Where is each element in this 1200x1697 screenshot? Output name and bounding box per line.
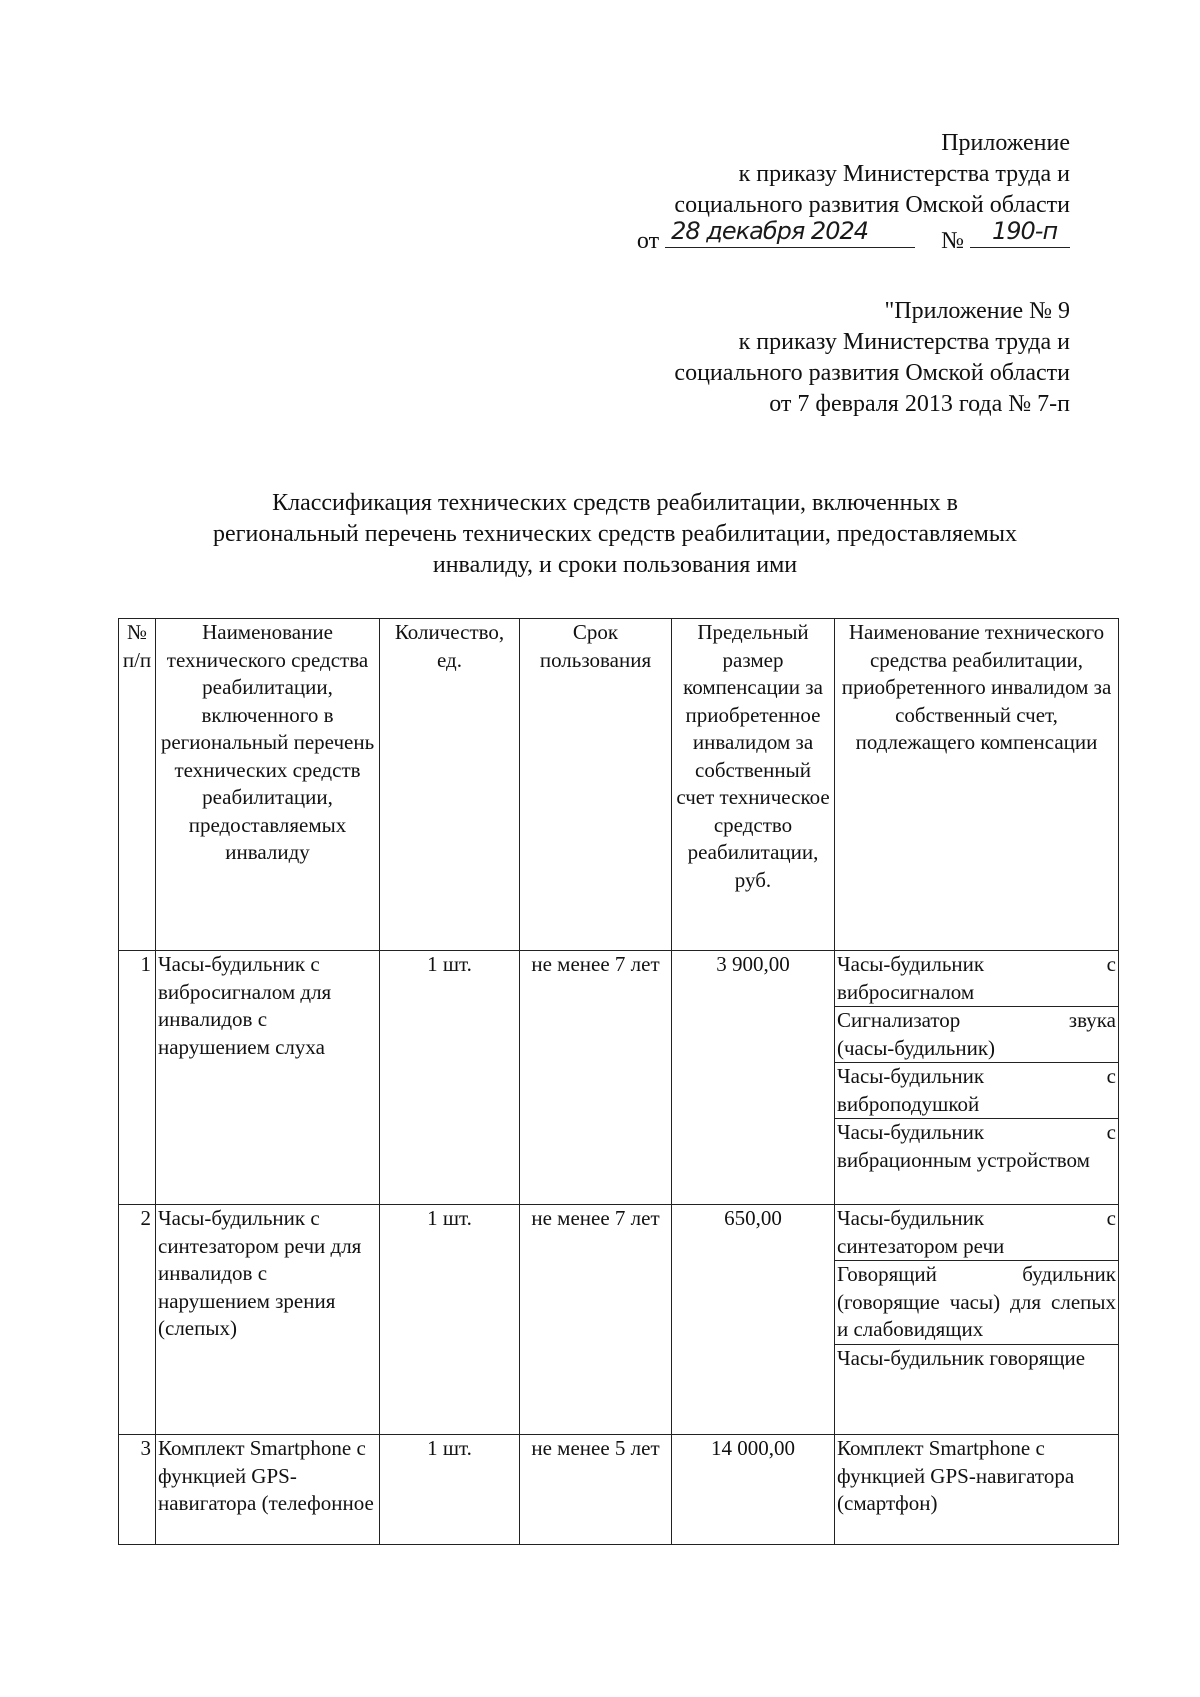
row-name: Часы-будильник с синтезатором речи для инвалидов с нарушением зрения (слепых) (156, 1205, 380, 1435)
purchased-item: Сигнализатор звука (часы-будильник) (835, 1007, 1118, 1063)
row-name: Часы-будильник с вибросигналом для инвалидов с нарушением слуха (156, 951, 380, 1205)
header-purchased: Наименование технического средства реабилитации, приобретенного инвалидом за собственный счет, подлежащего компенсации (835, 619, 1119, 951)
row-limit: 14 000,00 (672, 1435, 835, 1545)
document-title-line2: региональный перечень технических средств реабилитации, предоставляемых (212, 521, 1017, 547)
row-limit: 3 900,00 (672, 951, 835, 1205)
number-signature-field (970, 217, 1070, 248)
number-prefix: № (941, 228, 964, 254)
row-term: не менее 5 лет (520, 1435, 672, 1545)
table-row (119, 1205, 1119, 1435)
row-qty: 1 шт. (380, 951, 520, 1205)
handwritten-number: 190-п (992, 217, 1058, 245)
header-name: Наименование технического средства реабилитации, включенного в региональный перечень технических средств реабилитации, предоставляемых инвалиду (156, 619, 380, 951)
appendix-header (510, 128, 1070, 257)
appendix-line1: к приказу Министерства труда и (738, 161, 1070, 187)
row-purchased-items (835, 1205, 1119, 1435)
document-title-line1: Классификация технических средств реабилитации, включенных в (272, 490, 958, 516)
row-qty: 1 шт. (380, 1435, 520, 1545)
table-header-row (119, 619, 1119, 951)
date-prefix: от (636, 228, 660, 254)
prior-appendix-title: "Приложение № 9 (884, 298, 1070, 324)
row-name: Комплект Smartphone с функцией GPS-навигатора (телефонное (156, 1435, 380, 1545)
prior-appendix-header (510, 296, 1070, 420)
row-purchased-items (835, 951, 1119, 1205)
row-term: не менее 7 лет (520, 951, 672, 1205)
classification-table (118, 618, 1119, 1545)
row-term: не менее 7 лет (520, 1205, 672, 1435)
row-num: 2 (119, 1205, 156, 1435)
table-row (119, 951, 1119, 1205)
date-signature-field (665, 217, 915, 248)
document-title-line3: инвалиду, и сроки пользования ими (432, 552, 798, 578)
appendix-line2: социального развития Омской области (674, 192, 1070, 218)
purchased-item: Часы-будильник с синтезатором речи (835, 1205, 1118, 1261)
header-limit: Предельный размер компенсации за приобретенное инвалидом за собственный счет техническое средство реабилитации, руб. (672, 619, 835, 951)
purchased-item: Часы-будильник с виброподушкой (835, 1063, 1118, 1119)
prior-appendix-line3: от 7 февраля 2013 года № 7-п (769, 391, 1070, 417)
appendix-date-line (510, 217, 1070, 257)
appendix-title: Приложение (941, 130, 1070, 156)
purchased-item: Часы-будильник с вибросигналом (835, 951, 1118, 1007)
row-num: 3 (119, 1435, 156, 1545)
purchased-item: Часы-будильник с вибрационным устройством (837, 1120, 1116, 1172)
row-qty: 1 шт. (380, 1205, 520, 1435)
prior-appendix-line1: к приказу Министерства труда и (738, 329, 1070, 355)
table-row (119, 1435, 1119, 1545)
handwritten-date: 28 декабря 2024 (671, 217, 869, 245)
header-term: Срок пользования (520, 619, 672, 951)
row-limit: 650,00 (672, 1205, 835, 1435)
header-num: № п/п (119, 619, 156, 951)
document-title (130, 488, 1100, 581)
purchased-item: Говорящий будильник (говорящие часы) для слепых и слабовидящих (835, 1261, 1118, 1345)
row-purchased-items (835, 1435, 1119, 1545)
purchased-item: Комплект Smartphone с функцией GPS-навигатора (смартфон) (837, 1436, 1075, 1515)
header-qty: Количество, ед. (380, 619, 520, 951)
row-num: 1 (119, 951, 156, 1205)
purchased-item: Часы-будильник говорящие (837, 1345, 1086, 1370)
prior-appendix-line2: социального развития Омской области (674, 360, 1070, 386)
